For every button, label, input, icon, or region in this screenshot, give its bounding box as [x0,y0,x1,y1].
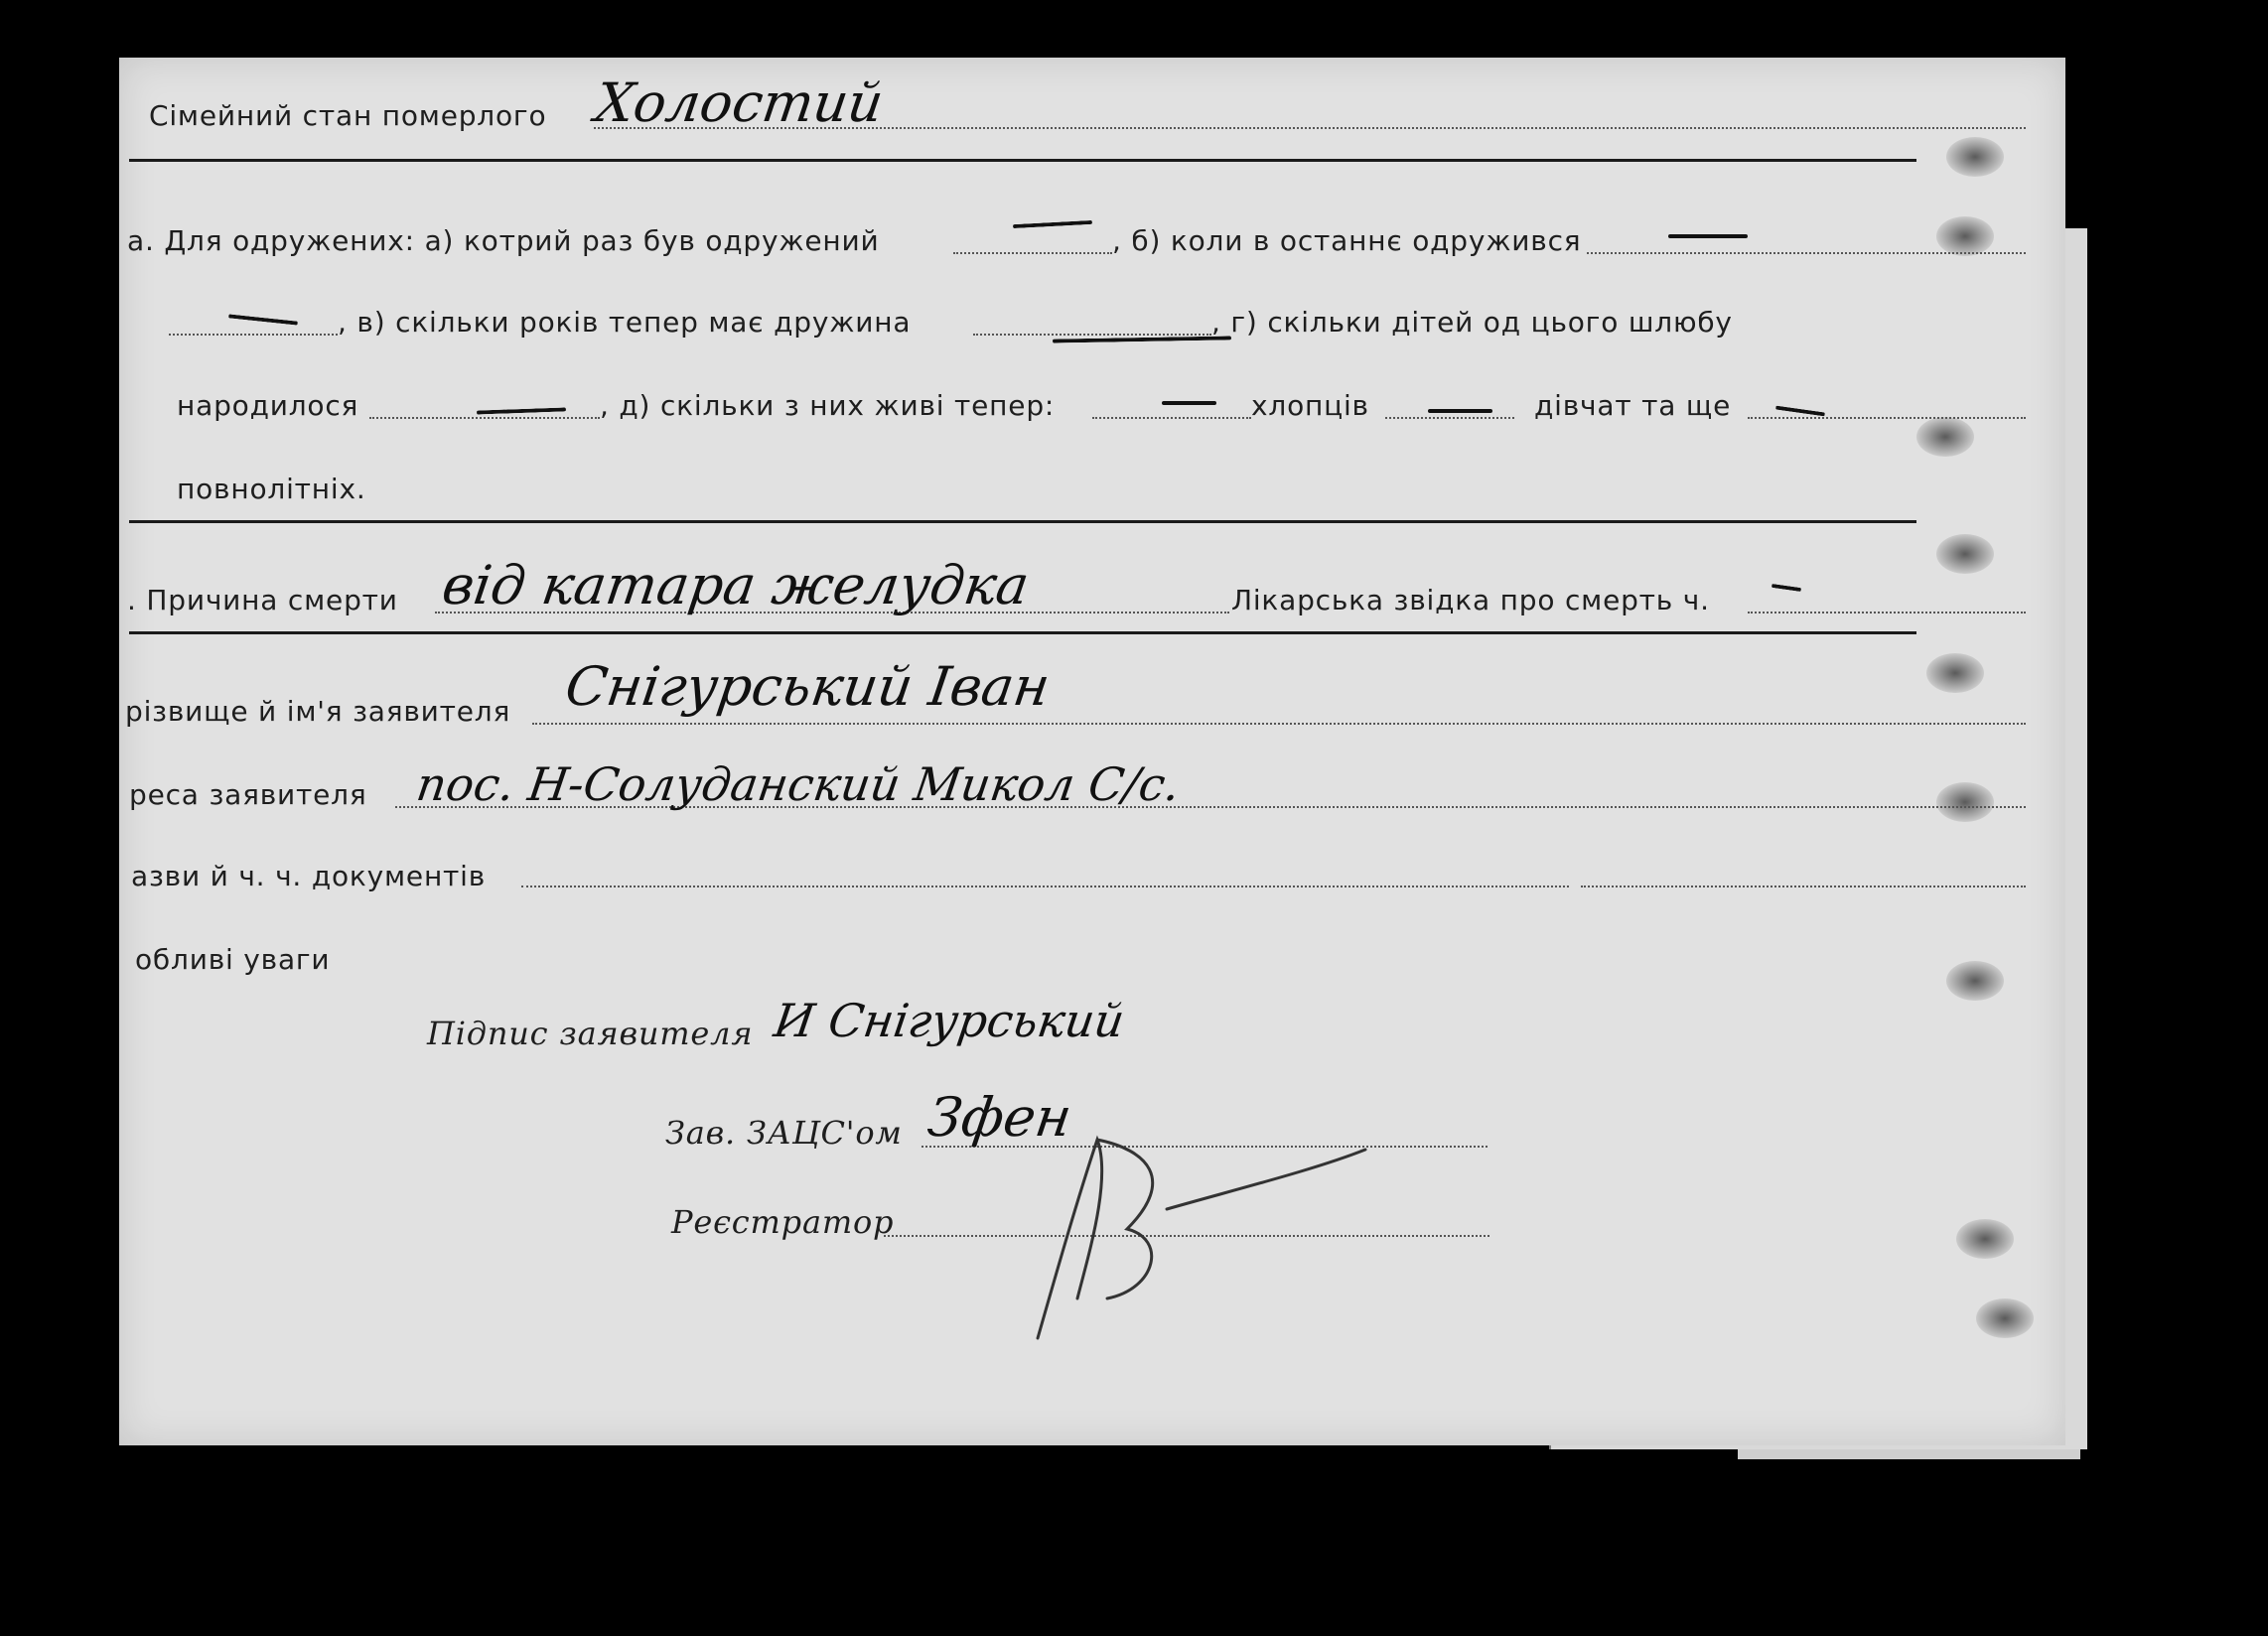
binding-hole [1936,216,1994,256]
wife-age-dots [973,334,1211,336]
section-rule [129,520,1916,523]
married-question-c: , в) скільки років тепер має дружина [338,306,912,339]
born-label: народилося [177,389,359,422]
applicant-name-value: Снігурський Іван [561,655,1054,718]
form-page [119,58,2065,1445]
times-married-dots [953,252,1112,254]
alive-label: , д) скільки з них живі тепер: [600,389,1056,422]
medical-note-dots [1748,612,2026,614]
adults-dash [1775,406,1825,417]
binding-hole [1936,782,1994,822]
born-dash [477,407,566,414]
last-married-dash [1668,234,1748,238]
boys-label: хлопців [1251,389,1369,422]
married-question-b: , б) коли в останнє одружився [1112,224,1582,257]
adults-dots [1748,417,2026,419]
wife-age-dash [1053,336,1231,342]
boys-dots [1092,417,1251,419]
applicant-address-value: пос. Н-Солуданский Микол С/с. [413,757,1184,811]
adults-label: повнолітніх. [177,473,366,505]
girls-dash [1428,409,1492,413]
binding-hole [1956,1219,2014,1259]
signature-scrawl [1018,1120,1395,1348]
registrar-label: Реєстратор [671,1203,895,1241]
last-married-dots [1587,252,2026,254]
married-question-a: а. Для одружених: а) котрий раз був одружений [127,224,880,257]
applicant-name-label: різвище й ім'я заявителя [125,695,511,728]
cause-of-death-value: від катара желудка [438,554,1034,616]
married-question-d: , г) скільки дітей од цього шлюбу [1211,306,1733,339]
applicant-name-dots [532,723,2026,725]
section-rule [129,159,1916,162]
section-rule [129,631,1916,634]
binding-hole [1946,137,2004,177]
zags-head-signature: Зфен [923,1086,1075,1149]
line3-lead-dash [228,314,298,325]
binding-hole [1976,1298,2034,1338]
line3-lead-dots [169,334,338,336]
girls-label: дівчат та ще [1534,389,1732,422]
binding-hole [1926,653,1984,693]
applicant-address-label: реса заявителя [129,778,367,811]
binding-hole [1946,961,2004,1001]
applicant-signature-label: Підпис заявителя [427,1015,754,1052]
medical-note-dash [1772,584,1801,592]
born-dots [369,417,600,419]
cause-of-death-label: . Причина смерти [127,584,398,616]
documents-label: азви й ч. ч. документів [131,860,487,892]
binding-hole [1936,534,1994,574]
marital-status-value: Холостий [591,71,888,134]
times-married-dash [1013,220,1092,228]
special-notes-label: обливі уваги [135,943,331,976]
documents-dots-2 [1581,886,2026,887]
applicant-signature: И Снігурський [771,994,1128,1047]
boys-dash [1162,401,1216,405]
medical-note-label: Лікарська звідка про смерть ч. [1231,584,1710,616]
girls-dots [1385,417,1514,419]
documents-dots-1 [521,886,1569,887]
marital-status-label: Сімейний стан померлого [149,99,547,132]
binding-hole [1916,417,1974,457]
zags-head-label: Зав. ЗАЦС'ом [665,1114,903,1152]
